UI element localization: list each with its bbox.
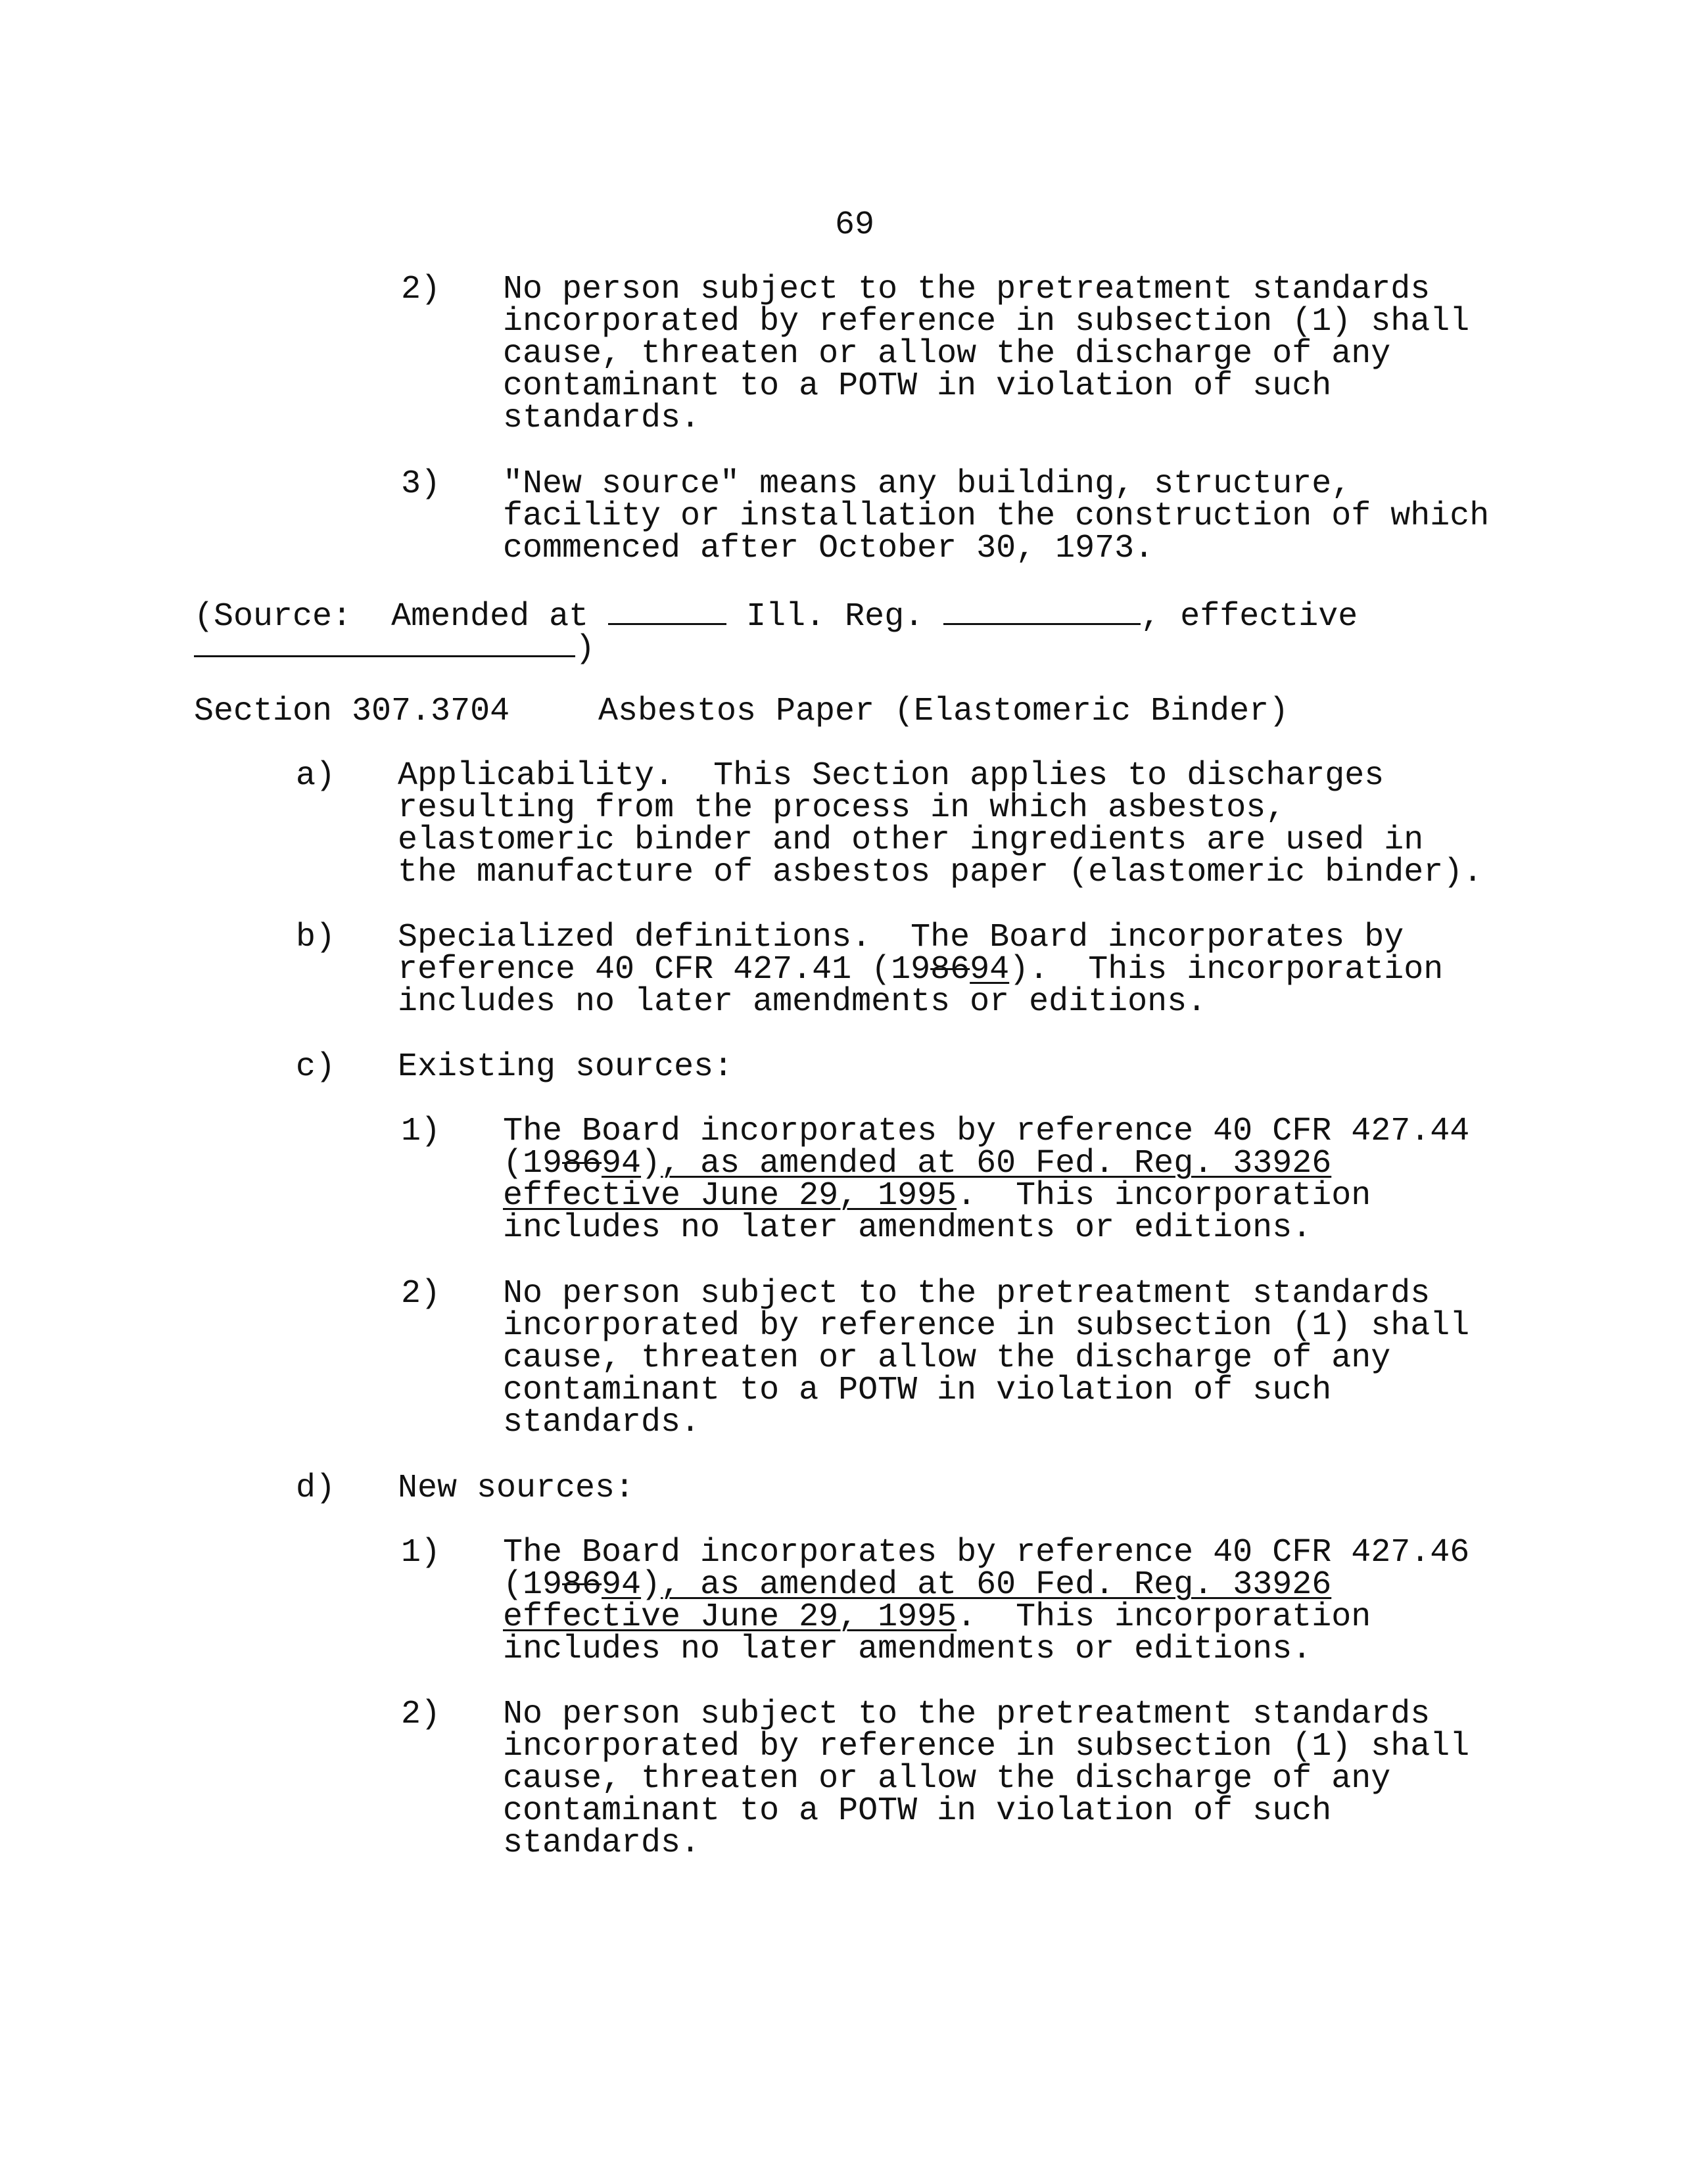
paragraph-existing-prohibition	[503, 1275, 1470, 1441]
item-number: 1)	[401, 1534, 441, 1571]
text-line: No person subject to the pretreatment standards	[503, 1696, 1431, 1733]
paragraph-new-incorporation	[503, 1534, 1470, 1668]
text-line	[503, 1566, 1469, 1604]
amended-at-text: Amended at	[391, 598, 589, 636]
subsection-letter: a)	[296, 757, 336, 795]
text-run: . This incorporation	[957, 1598, 1371, 1636]
source-note-line2	[194, 630, 596, 668]
inserted-text: effective June 29, 1995	[503, 1177, 957, 1215]
item-number: 3)	[401, 465, 441, 503]
text-line: includes no later amendments or editions.	[503, 1209, 1312, 1247]
text-line: The Board incorporates by reference 40 CFR 427.46	[503, 1534, 1470, 1571]
source-close: )	[575, 630, 596, 668]
text-line: cause, threaten or allow the discharge of any	[503, 1760, 1391, 1798]
text-line	[503, 1177, 1469, 1215]
item-number: 1)	[401, 1113, 441, 1150]
inserted-text: , as amended at 60 Fed. Reg. 33926	[661, 1145, 1332, 1182]
text-run: (19	[503, 1145, 563, 1182]
item-number: 2)	[401, 1275, 441, 1313]
text-line: the manufacture of asbestos paper (elastomeric binder).	[398, 854, 1483, 891]
paragraph-new-prohibition	[503, 1696, 1470, 1862]
text-line	[398, 951, 1444, 988]
text-run: )	[641, 1566, 661, 1604]
text-line: contaminant to a POTW in violation of such	[503, 367, 1332, 405]
text-line: The Board incorporates by reference 40 CFR 427.44	[503, 1113, 1470, 1150]
source-label: (Source:	[194, 598, 352, 636]
text-line: cause, threaten or allow the discharge of any	[503, 335, 1391, 373]
deleted-text: 86	[930, 951, 970, 988]
effective-text: , effective	[1141, 598, 1358, 636]
paragraph-existing-incorporation	[503, 1113, 1470, 1247]
text-line: standards.	[503, 400, 701, 437]
section-number: Section 307.3704	[194, 693, 510, 730]
text-line: resulting from the process in which asbestos,	[398, 789, 1286, 827]
text-line: incorporated by reference in subsection (1) shall	[503, 1307, 1470, 1345]
paragraph-new-source-definition	[503, 465, 1490, 567]
inserted-text: 94	[970, 951, 1010, 988]
text-line: facility or installation the construction of which	[503, 498, 1490, 535]
text-line	[503, 1145, 1469, 1182]
text-line: No person subject to the pretreatment standards	[503, 271, 1431, 308]
subsection-letter: b)	[296, 919, 336, 956]
existing-sources-heading: Existing sources:	[398, 1048, 734, 1086]
text-line	[503, 1598, 1469, 1636]
text-run: ). This incorporation	[1009, 951, 1444, 988]
text-line: commenced after October 30, 1973.	[503, 530, 1154, 567]
blank-date	[194, 630, 575, 657]
text-line: "New source" means any building, structure,	[503, 465, 1352, 503]
text-line: includes no later amendments or editions.	[398, 983, 1207, 1021]
ill-reg-text: Ill. Reg.	[746, 598, 924, 636]
subsection-letter: c)	[296, 1048, 336, 1086]
text-run: . This incorporation	[957, 1177, 1371, 1215]
text-run: reference 40 CFR 427.41 (19	[398, 951, 931, 988]
section-title: Asbestos Paper (Elastomeric Binder)	[598, 693, 1289, 730]
text-line: incorporated by reference in subsection (1) shall	[503, 303, 1470, 340]
text-line: Specialized definitions. The Board incorporates by	[398, 919, 1404, 956]
paragraph-no-person-top	[503, 271, 1470, 437]
text-line: cause, threaten or allow the discharge of any	[503, 1339, 1391, 1377]
text-line: contaminant to a POTW in violation of such	[503, 1792, 1332, 1830]
item-number: 2)	[401, 271, 441, 308]
text-run: )	[641, 1145, 661, 1182]
paragraph-applicability	[398, 757, 1483, 891]
text-line: Applicability. This Section applies to discharges	[398, 757, 1384, 795]
text-line: standards.	[503, 1824, 701, 1862]
paragraph-specialized-definitions	[398, 919, 1444, 1021]
text-line: No person subject to the pretreatment standards	[503, 1275, 1431, 1313]
inserted-text: , as amended at 60 Fed. Reg. 33926	[661, 1566, 1332, 1604]
subsection-letter: d)	[296, 1470, 336, 1507]
source-note	[194, 598, 1358, 636]
text-line: elastomeric binder and other ingredients are used in	[398, 822, 1424, 859]
deleted-text: 86	[562, 1566, 602, 1604]
text-line: contaminant to a POTW in violation of such	[503, 1372, 1332, 1409]
text-line: standards.	[503, 1404, 701, 1441]
text-run: (19	[503, 1566, 563, 1604]
text-line: includes no later amendments or editions.	[503, 1631, 1312, 1668]
inserted-text: 94	[602, 1566, 642, 1604]
new-sources-heading: New sources:	[398, 1470, 635, 1507]
blank-volume	[608, 598, 726, 625]
inserted-text: effective June 29, 1995	[503, 1598, 957, 1636]
text-line: incorporated by reference in subsection (1) shall	[503, 1728, 1470, 1765]
inserted-text: 94	[602, 1145, 642, 1182]
deleted-text: 86	[562, 1145, 602, 1182]
blank-page	[943, 598, 1141, 625]
page-number: 69	[835, 206, 875, 244]
item-number: 2)	[401, 1696, 441, 1733]
